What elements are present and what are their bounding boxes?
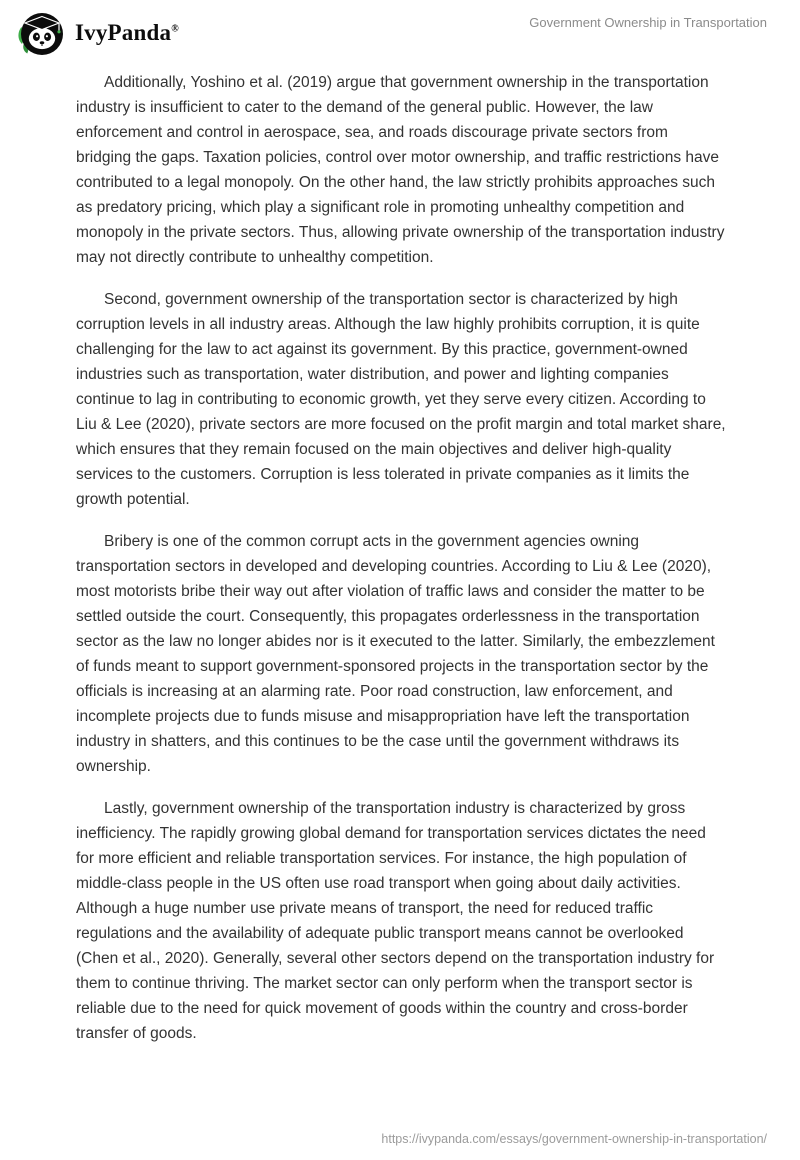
document-title: Government Ownership in Transportation: [529, 15, 767, 30]
brand-name: IvyPanda: [75, 20, 172, 45]
page-header: [0, 0, 800, 66]
essay-paragraph: Second, government ownership of the transportation sector is characterized by high corruption levels in all industry areas. Although the law highly prohibits corruption, it is quite challenging for the law to act against its government. By this practice, government-owned industries such as transportation, water distribution, and power and lighting companies continue to lag in contributing to economic growth, yet they serve every citizen. According to Liu & Lee (2020), private sectors are more focused on the profit margin and total market share, which ensures that they remain focused on the main objectives and deliver high-quality services to the customers. Corruption is less tolerated in private companies as it limits the growth potential.: [76, 291, 726, 508]
essay-body: [76, 70, 726, 1063]
essay-paragraph: Bribery is one of the common corrupt acts in the government agencies owning transportation sectors in developed and developing countries. According to Liu & Lee (2020), most motorists bribe their way out after violation of traffic laws and consider the matter to be settled outside the court. Consequently, this propagates orderlessness in the transportation sector as the law no longer abides nor is it executed to the latter. Similarly, the embezzlement of funds meant to support government-sponsored projects in the transportation sector by the officials is increasing at an alarming rate. Poor road construction, law enforcement, and incomplete projects due to funds misuse and misappropriation have left the transportation industry in shatters, and this continues to be the case until the government withdraws its ownership.: [76, 533, 715, 775]
brand-wordmark: [75, 20, 179, 46]
essay-paragraph: Additionally, Yoshino et al. (2019) argue that government ownership in the transportation industry is insufficient to cater to the demand of the general public. However, the law enforcement and control in aerospace, sea, and roads discourage private sectors from bridging the gaps. Taxation policies, control over motor ownership, and traffic restrictions have contributed to a legal monopoly. On the other hand, the law strictly prohibits approaches such as predatory pricing, which play a significant role in promoting unhealthy competition and monopoly in the private sectors. Thus, allowing private ownership of the transportation industry may not directly contribute to unhealthy competition.: [76, 74, 725, 266]
registered-mark-icon: ®: [171, 23, 179, 35]
essay-paragraph: Lastly, government ownership of the transportation industry is characterized by gross inefficiency. The rapidly growing global demand for transportation services dictates the need for more efficient and reliable transportation services. For instance, the high population of middle-class people in the US often use road transport when going about daily activities. Although a huge number use private means of transport, the need for reduced traffic regulations and the availability of adequate public transport means cannot be overlooked (Chen et al., 2020). Generally, several other sectors depend on the transportation industry for them to continue thriving. The market sector can only perform when the transport sector is reliable due to the need for quick movement of goods within the country and cross-border transfer of goods.: [76, 800, 715, 1042]
source-url: https://ivypanda.com/essays/government-ownership-in-transportation/: [381, 1132, 767, 1146]
brand: [15, 8, 179, 58]
ivypanda-logo-icon: [15, 8, 65, 58]
